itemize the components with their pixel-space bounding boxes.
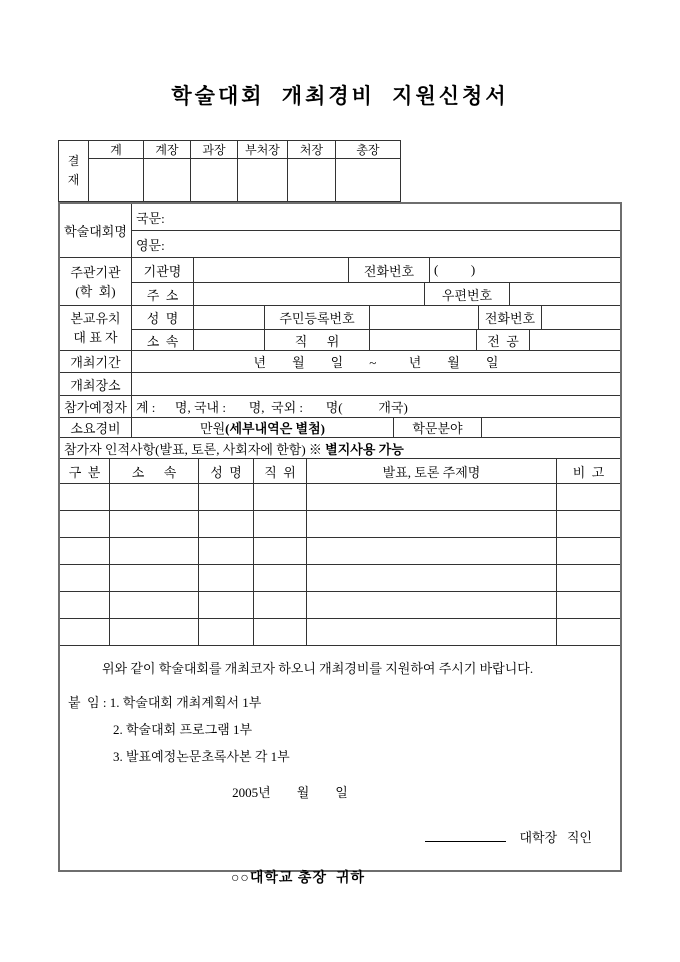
approval-table <box>58 140 401 202</box>
approval-col-gyejang: 계장 <box>144 141 191 159</box>
header-position: 직 위 <box>254 459 307 483</box>
table-row <box>60 592 620 619</box>
table-cell <box>60 511 110 537</box>
academic-field-input <box>482 418 620 437</box>
conference-name-label: 학술대회명 <box>60 204 132 257</box>
address-label: 주 소 <box>132 283 194 305</box>
table-cell <box>110 484 199 510</box>
venue-field <box>132 373 620 395</box>
table-cell <box>60 565 110 591</box>
approval-sign-cell <box>336 159 401 202</box>
table-cell <box>307 538 557 564</box>
table-cell <box>307 511 557 537</box>
expense-note-bold: (세부내역은 별첨) <box>225 421 325 436</box>
table-cell <box>60 538 110 564</box>
table-row <box>60 484 620 511</box>
resident-id-label: 주민등록번호 <box>265 306 370 329</box>
expected-participants-row <box>60 396 620 418</box>
rep-name-label: 성 명 <box>132 306 194 329</box>
approval-col-bucheojang: 부처장 <box>238 141 288 159</box>
table-cell <box>254 511 307 537</box>
approval-sign-cell <box>144 159 191 202</box>
period-row <box>60 351 620 373</box>
table-cell <box>60 484 110 510</box>
approval-col-gye: 계 <box>89 141 144 159</box>
representative-row <box>60 306 620 351</box>
header-remarks: 비 고 <box>572 464 605 480</box>
attachment-item-2: 2. 학술대회 프로그램 1부 <box>113 722 253 737</box>
header-topic: 발표, 토론 주제명 <box>307 459 557 483</box>
english-name-field: 영문: <box>136 237 165 253</box>
rep-phone-field <box>542 306 620 329</box>
attachment-item-3: 3. 발표예정논문초록사본 각 1부 <box>113 749 290 764</box>
table-cell <box>557 565 620 591</box>
footer-section <box>60 646 620 887</box>
period-label: 개최기간 <box>60 351 132 372</box>
participant-table-header <box>60 459 620 484</box>
participants-note-row <box>60 438 620 459</box>
zip-label: 우편번호 <box>425 283 510 305</box>
representative-label: 본교유치 대 표 자 <box>60 306 132 350</box>
header-category: 구 분 <box>60 459 110 483</box>
approval-col-gwajang: 과장 <box>191 141 238 159</box>
statement-text: 위와 같이 학술대회를 개최코자 하오니 개최경비를 지원하여 주시기 바랍니다. <box>102 661 534 676</box>
table-cell <box>199 619 254 645</box>
expected-participants-label: 참가예정자 <box>60 396 132 417</box>
org-phone-label: 전화번호 <box>349 258 430 282</box>
affiliation-field <box>194 330 265 350</box>
recipient-line: ○○대학교 총장 귀하 <box>230 871 366 886</box>
approval-sign-cell <box>191 159 238 202</box>
table-row <box>60 619 620 646</box>
approval-col-cheojang: 처장 <box>288 141 336 159</box>
host-org-label: 주관기관 (학 회) <box>60 258 132 305</box>
venue-row <box>60 373 620 396</box>
participants-note-text: 참가자 인적사항(발표, 토론, 사회자에 한함) ※ 별지사용 가능 <box>60 438 620 458</box>
rep-name-field <box>194 306 265 329</box>
org-phone-field: ( ) <box>434 262 476 277</box>
header-affiliation: 소 속 <box>110 459 199 483</box>
table-cell <box>199 511 254 537</box>
expense-row <box>60 418 620 438</box>
conference-name-row <box>60 204 620 258</box>
table-cell <box>110 538 199 564</box>
approval-sign-cell <box>288 159 336 202</box>
affiliation-label: 소 속 <box>132 330 194 350</box>
position-field <box>370 330 477 350</box>
major-field <box>530 330 620 350</box>
position-label: 직 위 <box>265 330 370 350</box>
table-cell <box>557 619 620 645</box>
participants-note-bold: 별지사용 가능 <box>325 441 404 457</box>
major-label: 전 공 <box>477 330 530 350</box>
approval-label: 결 재 <box>59 141 89 202</box>
korean-name-field: 국문: <box>136 210 165 226</box>
main-form-table <box>58 202 622 886</box>
table-cell <box>307 484 557 510</box>
table-cell <box>254 484 307 510</box>
table-cell <box>199 484 254 510</box>
approval-sign-cell <box>238 159 288 202</box>
table-cell <box>199 565 254 591</box>
table-cell <box>110 511 199 537</box>
table-cell <box>254 538 307 564</box>
approval-col-chongjang: 총장 <box>336 141 401 159</box>
table-cell <box>557 484 620 510</box>
table-cell <box>60 592 110 618</box>
table-cell <box>307 592 557 618</box>
table-cell <box>254 592 307 618</box>
table-cell <box>110 565 199 591</box>
table-cell <box>199 592 254 618</box>
header-name: 성 명 <box>199 459 254 483</box>
period-value: 년 월 일 ~ 년 월 일 <box>253 355 499 370</box>
table-cell <box>110 619 199 645</box>
venue-label: 개최장소 <box>60 373 132 395</box>
table-cell <box>307 619 557 645</box>
rep-phone-label: 전화번호 <box>479 306 542 329</box>
table-row <box>60 565 620 592</box>
host-org-row <box>60 258 620 306</box>
signature-row <box>60 827 620 846</box>
org-name-label: 기관명 <box>132 258 194 282</box>
table-cell <box>254 565 307 591</box>
date-line: 2005년 월 일 <box>232 785 348 800</box>
table-cell <box>307 565 557 591</box>
org-name-field <box>194 258 349 282</box>
address-field <box>194 283 425 305</box>
expense-label: 소요경비 <box>60 418 132 437</box>
table-cell <box>199 538 254 564</box>
academic-field-label: 학문분야 <box>394 418 482 437</box>
zip-field <box>510 283 620 305</box>
expense-amount-cell: 만원 (세부내역은 별첨) <box>132 418 394 437</box>
signature-line <box>425 832 506 842</box>
table-row <box>60 538 620 565</box>
table-cell <box>557 592 620 618</box>
form-title: 학술대회 개최경비 지원신청서 <box>171 84 509 108</box>
resident-id-field <box>370 306 479 329</box>
table-cell <box>60 619 110 645</box>
table-cell <box>110 592 199 618</box>
table-row <box>60 511 620 538</box>
attachment-heading: 붙 임 : 1. 학술대회 개최계획서 1부 <box>68 695 262 710</box>
expected-participants-value: 계 : 명, 국내 : 명, 국외 : 명( 개국) <box>136 400 408 415</box>
signer-label: 대학장 직인 <box>519 830 592 845</box>
table-cell <box>557 538 620 564</box>
approval-sign-cell <box>89 159 144 202</box>
table-cell <box>254 619 307 645</box>
table-cell <box>557 511 620 537</box>
